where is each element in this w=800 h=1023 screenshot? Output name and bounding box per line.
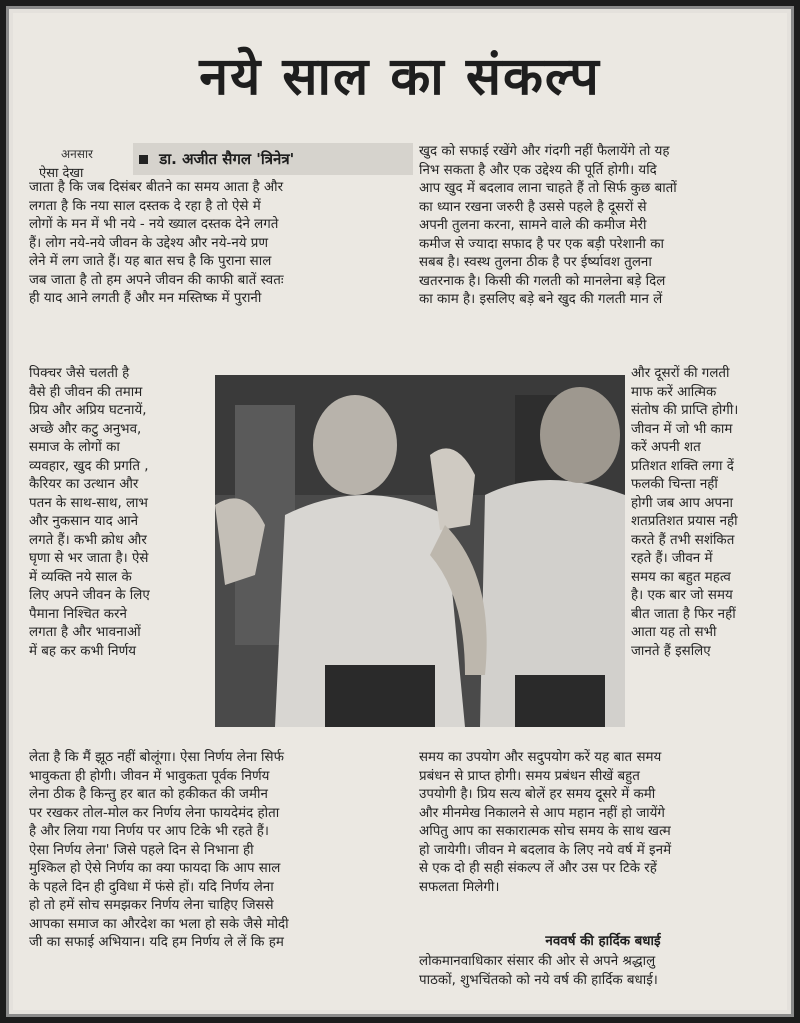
newspaper-clipping <box>13 13 787 1010</box>
author-byline <box>133 143 413 175</box>
text-line: होगी जब आप अपना <box>631 495 733 511</box>
text-line: में बह कर कभी निर्णय <box>29 643 137 659</box>
text-line: उपयोगी है। प्रिय सत्य बोलें हर समय दूसरे में कमी <box>419 787 656 802</box>
text-line: पर रखकर तोल-मोल कर निर्णय लेना फायदेमंद होता <box>29 805 280 821</box>
text-line: मुश्किल हो ऐसे निर्णय का क्या फायदा कि आप साल <box>29 861 281 876</box>
text-line: लोकमानवाधिकार संसार की ओर से अपने श्रद्धालु <box>419 954 656 969</box>
text-line: लोगों के मन में भी नये - नये ख्याल दस्तक देने लगते <box>29 217 279 232</box>
text-line: हैं। लोग नये-नये जीवन के उद्देश्य और नये-नये प्रण <box>29 235 269 251</box>
kicker-second: ऐसा देखा <box>39 166 84 181</box>
text-line: करें अपनी शत <box>631 440 701 455</box>
text-line: और मीनमेख निकालने से आप महान नहीं हो जायेंगे <box>419 805 665 821</box>
text-line: खुद को सफाई रखेंगे और गंदगी नहीं फैलायेंगे तो यह <box>419 144 670 159</box>
left-column-bottom <box>29 749 409 953</box>
text-line: प्रबंधन से प्राप्त होगी। समय प्रबंधन सीखें बहुत <box>419 768 640 784</box>
right-column-top <box>419 143 787 310</box>
text-line: लगता है और भावनाओं <box>29 625 141 640</box>
article-photo <box>215 375 625 727</box>
text-line: माफ करें आत्मिक <box>631 384 717 400</box>
text-line: करते हैं तभी सशंकित <box>631 532 735 548</box>
text-line: बीत जाता है फिर नहीं <box>631 606 736 622</box>
text-line: है। एक बार जो समय <box>631 588 733 603</box>
text-line: आप खुद में बदलाव लाना चाहते हैं तो सिर्फ कुछ बातों <box>419 181 677 196</box>
text-line: पाठकों, शुभचिंतको को नये वर्ष की हार्दिक बधाई। <box>419 972 658 988</box>
text-line: अपनी तुलना करना, सामने वाले की कमीज मेरी <box>419 218 647 233</box>
newspaper-frame <box>6 6 794 1017</box>
greeting-text <box>419 953 787 990</box>
text-line: पैमाना निश्चित करने <box>29 606 127 622</box>
text-line: जाता है कि जब दिसंबर बीतने का समय आता है और <box>29 180 284 195</box>
text-line: अच्छे और कटु अनुभव, <box>29 421 142 437</box>
text-line: और नुकसान याद आने <box>29 514 139 529</box>
text-line: है और लिया गया निर्णय पर आप टिके भी रहते हैं। <box>29 824 269 839</box>
article-headline: नये साल का संकल्प <box>199 47 601 107</box>
text-line: हो जायेगी। जीवन मे बदलाव के लिए नये वर्ष में इनमें <box>419 842 672 858</box>
left-wrap-column <box>29 365 209 661</box>
text-line: समाज के लोगों का <box>29 440 120 455</box>
text-line: से एक दो ही सही संकल्प लें और उस पर टिके रहें <box>419 861 657 876</box>
text-line: कमीज से ज्यादा सफाद है पर एक बड़ी परेशानी का <box>419 236 664 252</box>
text-line: जब जाता है तो हम अपने जीवन की काफी बातें स्वतः <box>29 272 284 288</box>
text-line: पिक्चर जैसे चलती है <box>29 366 130 381</box>
left-column-top <box>29 179 409 309</box>
text-line: लेना ठीक है किन्तु हर बात को हकीकत की जमीन <box>29 787 268 802</box>
text-line: आपका समाज का औरदेश का भला हो सके जैसे मोदी <box>29 916 289 932</box>
text-line: रहते हैं। जीवन में <box>631 551 713 566</box>
text-line: भावुकता ही होगी। जीवन में भावुकता पूर्वक निर्णय <box>29 768 270 784</box>
text-line: जीवन में जो भी काम <box>631 421 733 437</box>
text-line: सफलता मिलेगी। <box>419 879 500 895</box>
bullet-square-icon <box>139 155 148 164</box>
text-line: आता यह तो सभी <box>631 625 717 640</box>
text-line: हो तो हमें सोच समझकर निर्णय लेना चाहिए जिससे <box>29 898 274 913</box>
text-line: का ध्यान रखना जरुरी है उससे पहले है दूसरों से <box>419 199 647 215</box>
text-line: फलकी चिन्ता नहीं <box>631 477 718 492</box>
text-line: घृणा से भर जाता है। ऐसे <box>29 551 149 566</box>
text-line: जानते हैं इसलिए <box>631 643 711 659</box>
text-line: प्रतिशत शक्ति लगा दें <box>631 458 734 474</box>
text-line: लगता है कि नया साल दस्तक दे रहा है तो ऐसे में <box>29 198 261 214</box>
text-line: लगते हैं। कभी क्रोध और <box>29 532 147 548</box>
text-line: संतोष की प्राप्ति होगी। <box>631 403 739 418</box>
text-line: खतरनाक है। किसी की गलती को मानलेना बड़े दिल <box>419 273 666 289</box>
text-line: लेता है कि मैं झूठ नहीं बोलूंगा। ऐसा निर्णय लेना सिर्फ <box>29 750 284 765</box>
text-line: लेने में लग जाते हैं। यह बात सच है कि पुराना साल <box>29 254 272 269</box>
text-line: व्यवहार, खुद की प्रगति , <box>29 458 149 474</box>
text-line: का काम है। इसलिए बड़े बने खुद की गलती मान लें <box>419 292 663 307</box>
right-wrap-column <box>631 365 787 661</box>
text-line: और दूसरों की गलती <box>631 366 730 381</box>
text-line: शतप्रतिशत प्रयास नही <box>631 514 738 529</box>
text-line: समय का उपयोग और सदुपयोग करें यह बात समय <box>419 750 662 765</box>
text-line: जी का सफाई अभियान। यदि हम निर्णय ले लें कि हम <box>29 935 284 950</box>
author-name: डा. अजीत सैगल 'त्रिनेत्र' <box>159 150 295 168</box>
text-line: लिए अपने जीवन के लिए <box>29 588 150 603</box>
text-line: प्रिय और अप्रिय घटनायें, <box>29 403 147 418</box>
text-line: पतन के साथ-साथ, लाभ <box>29 495 148 511</box>
kicker-top: अनसार <box>61 147 93 161</box>
text-line: अपितु आप का सकारात्मक सोच समय के साथ खत्म <box>419 824 671 839</box>
text-line: के पहले दिन ही दुविधा में फंसे हों। यदि निर्णय लेना <box>29 879 274 895</box>
text-line: ही याद आने लगती हैं और मन मस्तिष्क में पुरानी <box>29 291 262 306</box>
right-column-bottom <box>419 749 787 897</box>
text-line: वैसे ही जीवन की तमाम <box>29 384 143 400</box>
text-line: निभ सकता है और एक उद्देश्य की पूर्ति होगी। यदि <box>419 162 657 178</box>
text-line: समय का बहुत महत्व <box>631 569 731 585</box>
greeting-subhead: नववर्ष की हार्दिक बधाई <box>545 934 661 949</box>
text-line: में व्यक्ति नये साल के <box>29 569 132 585</box>
text-line: ऐसा निर्णय लेना' जिसे पहले दिन से निभाना ही <box>29 842 254 858</box>
text-line: कैरियर का उत्थान और <box>29 477 139 492</box>
text-line: सबब है। स्वस्थ तुलना ठीक है पर ईर्ष्यावश तुलना <box>419 255 652 270</box>
photo-people-illustration <box>215 375 625 727</box>
